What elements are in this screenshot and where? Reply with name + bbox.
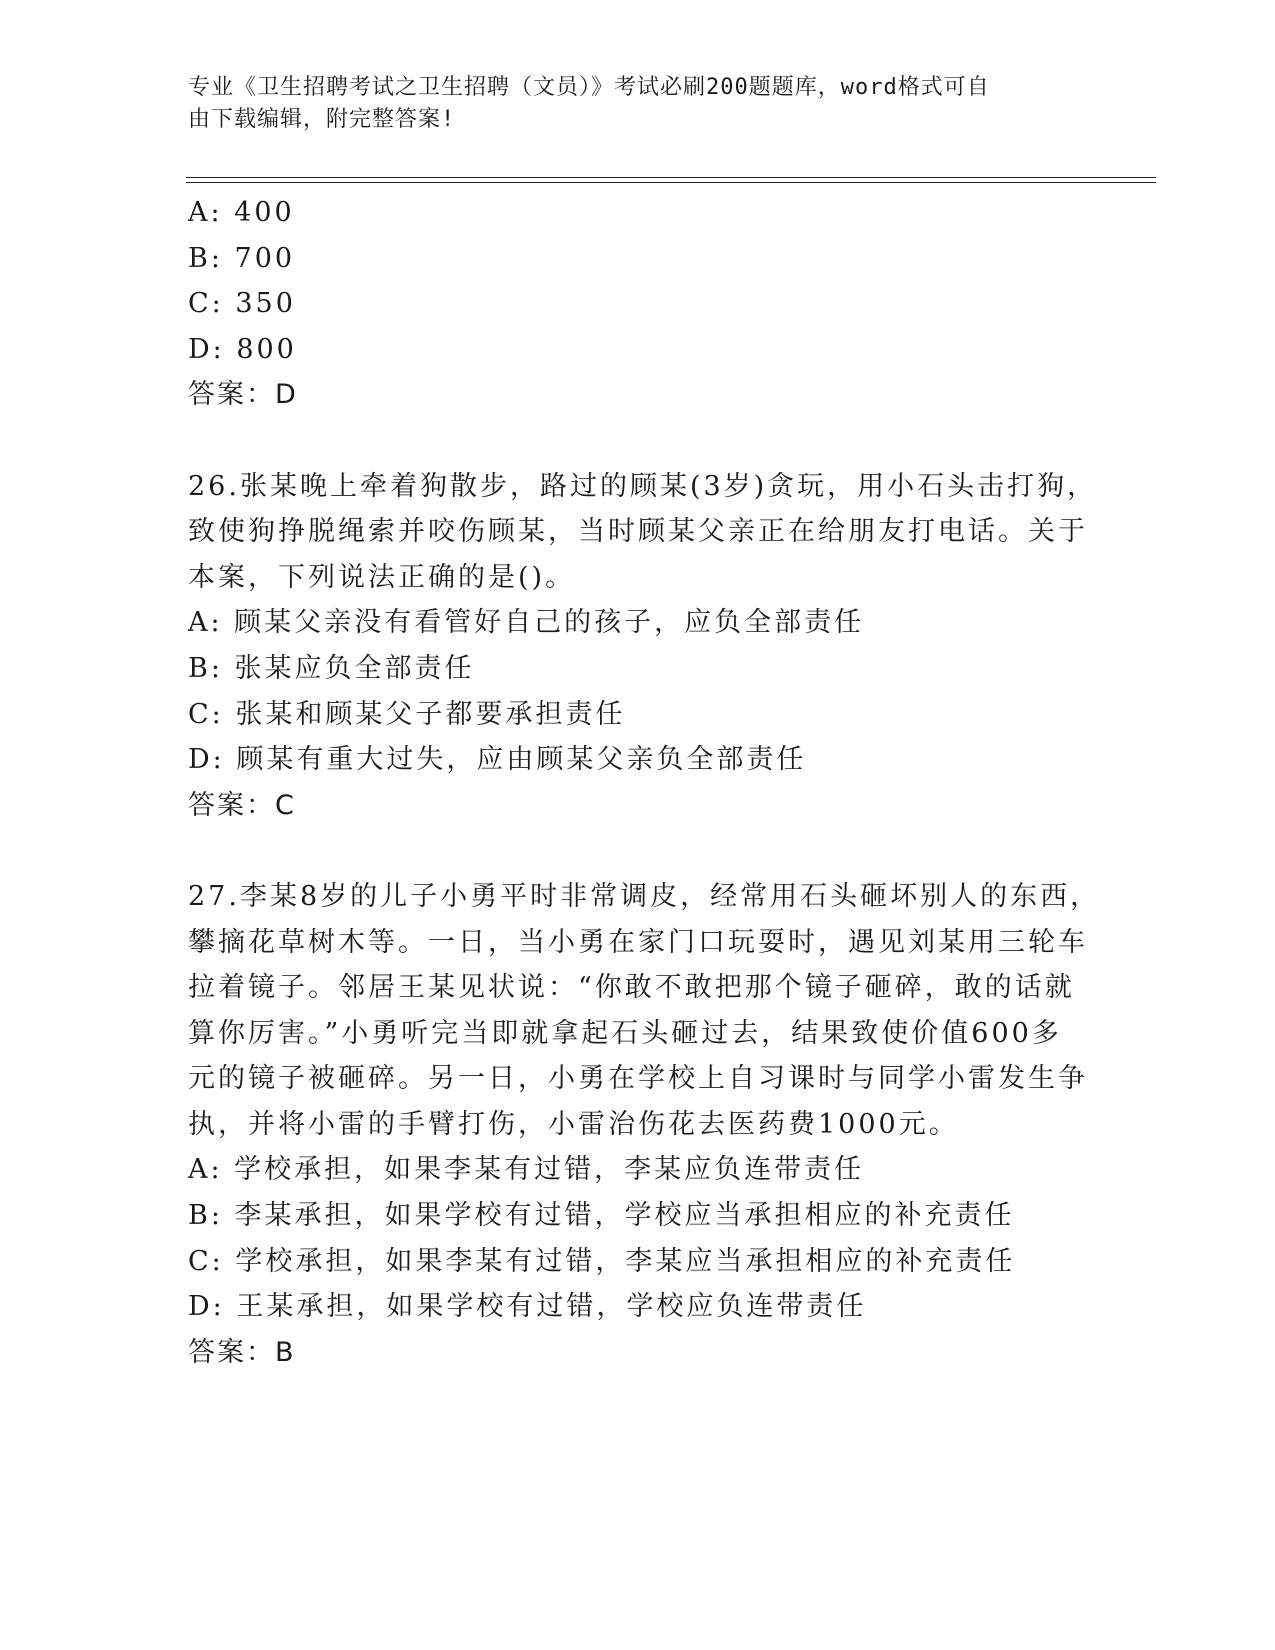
stem-line: 算你厉害。”小勇听完当即就拿起石头砸过去，结果致使价值600多	[188, 1017, 1062, 1049]
option-b: B: 700	[188, 242, 296, 274]
answer: 答案：B	[188, 1336, 296, 1368]
option-d: D: 800	[188, 333, 297, 365]
question-stem	[188, 464, 1098, 601]
question-26	[188, 464, 1098, 829]
option-a: A: 400	[188, 197, 295, 228]
stem-line: 26.张某晚上牵着狗散步，路过的顾某(3岁)贪玩，用小石头击打狗，	[188, 470, 1098, 502]
question-27	[188, 874, 1101, 1376]
header-line-2: 由下载编辑，附完整答案!	[188, 107, 456, 132]
question-25	[188, 190, 1068, 418]
document-header	[188, 72, 1068, 136]
option-a: A: 顾某父亲没有看管好自己的孩子，应负全部责任	[188, 607, 865, 639]
stem-line: 元的镜子被砸碎。另一日，小勇在学校上自习课时与同学小雷发生争	[188, 1063, 1088, 1095]
option-b: B: 李某承担，如果学校有过错，学校应当承担相应的补充责任	[188, 1200, 1015, 1232]
stem-line: 攀摘花草树木等。一日，当小勇在家门口玩耍时，遇见刘某用三轮车	[188, 926, 1088, 958]
header-divider-bottom	[186, 182, 1156, 183]
option-c: C: 张某和顾某父子都要承担责任	[188, 698, 626, 730]
header-line-1: 专业《卫生招聘考试之卫生招聘（文员）》考试必刷200题题库，word格式可自	[188, 75, 990, 100]
option-d: D: 王某承担，如果学校有过错，学校应负连带责任	[188, 1291, 867, 1323]
option-c: C: 350	[188, 288, 296, 320]
question-list	[188, 190, 1101, 1375]
stem-line: 本案，下列说法正确的是()。	[188, 561, 576, 593]
stem-line: 27.李某8岁的儿子小勇平时非常调皮，经常用石头砸坏别人的东西，	[188, 880, 1101, 912]
question-stem	[188, 874, 1101, 1148]
spacer	[188, 828, 1068, 874]
option-b: B: 张某应负全部责任	[188, 652, 475, 684]
stem-line: 执，并将小雷的手臂打伤，小雷治伤花去医药费1000元。	[188, 1108, 959, 1140]
stem-line: 致使狗挣脱绳索并咬伤顾某，当时顾某父亲正在给朋友打电话。关于	[188, 516, 1088, 548]
option-c: C: 学校承担，如果李某有过错，李某应当承担相应的补充责任	[188, 1245, 1016, 1277]
stem-line: 拉着镜子。邻居王某见状说：“你敢不敢把那个镜子砸碎，敢的话就	[188, 972, 1075, 1004]
header-divider-top	[186, 177, 1156, 178]
answer: 答案：D	[188, 379, 298, 411]
answer: 答案：C	[188, 789, 296, 821]
option-d: D: 顾某有重大过失，应由顾某父亲负全部责任	[188, 744, 807, 776]
option-a: A: 学校承担，如果李某有过错，李某应负连带责任	[188, 1154, 865, 1186]
spacer	[188, 418, 1068, 464]
